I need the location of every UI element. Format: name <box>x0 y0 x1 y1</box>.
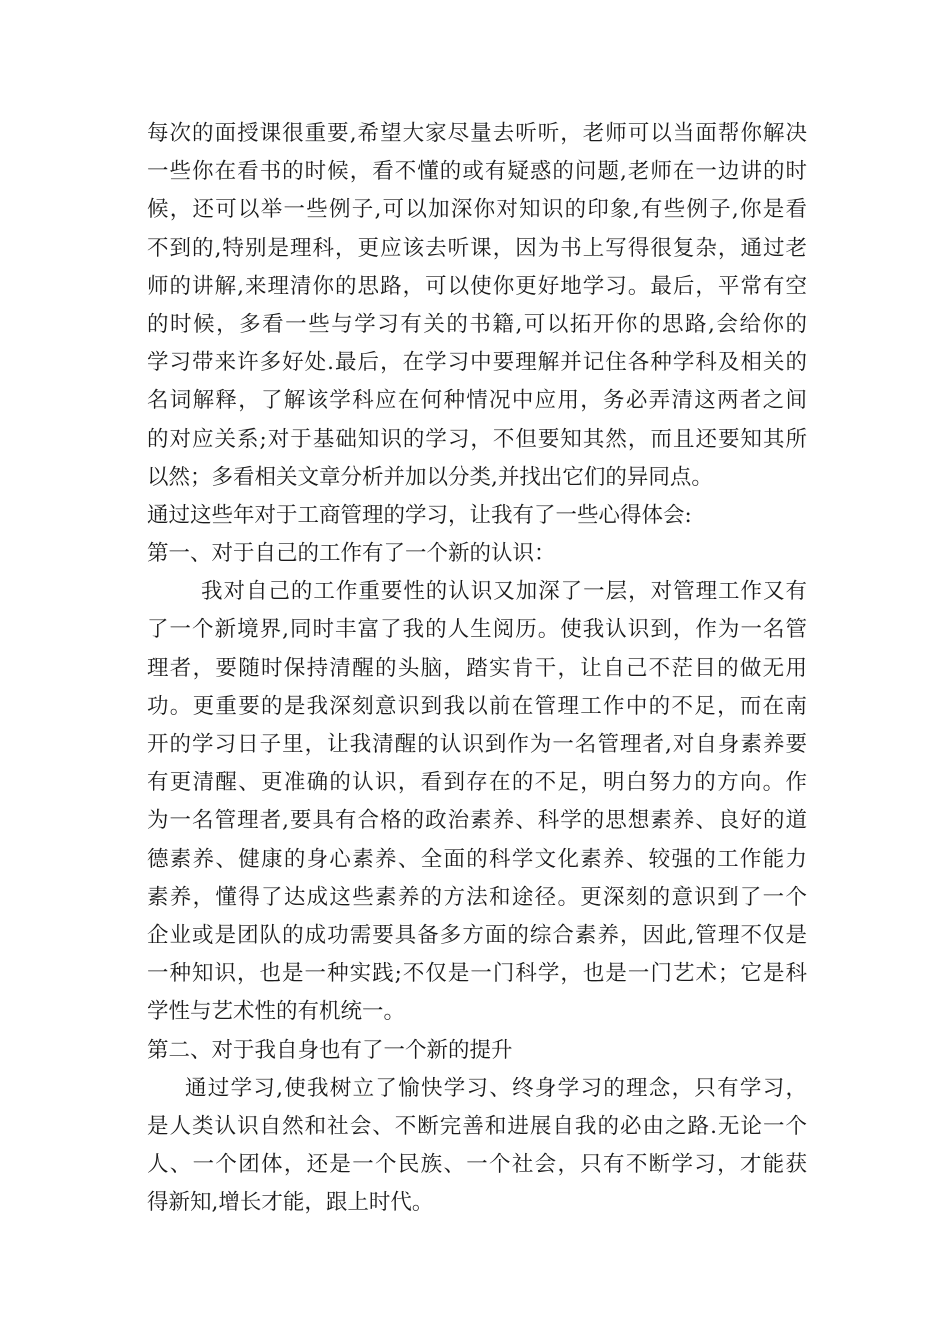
text-line: 师的讲解,来理清你的思路，可以使你更好地学习。最后，平常有空 <box>147 273 807 299</box>
text-line: 一种知识，也是一种实践;不仅是一门科学，也是一门艺术；它是科 <box>147 961 807 987</box>
text-line: 通过这些年对于工商管理的学习，让我有了一些心得体会: <box>147 502 692 528</box>
text-line: 是人类认识自然和社会、不断完善和进展自我的必由之路.无论一个 <box>147 1113 807 1139</box>
text-line: 人、一个团体，还是一个民族、一个社会，只有不断学习，才能获 <box>147 1152 807 1178</box>
text-line: 得新知,增长才能，跟上时代。 <box>147 1190 434 1216</box>
text-line: 候，还可以举一些例子,可以加深你对知识的印象,有些例子,你是看 <box>147 197 807 223</box>
text-line: 了一个新境界,同时丰富了我的人生阅历。使我认识到，作为一名管 <box>147 617 807 643</box>
text-line: 学性与艺术性的有机统一。 <box>147 999 406 1025</box>
text-line: 德素养、健康的身心素养、全面的科学文化素养、较强的工作能力 <box>147 846 807 872</box>
text-line: 企业或是团队的成功需要具备多方面的综合素养，因此,管理不仅是 <box>147 922 807 948</box>
document-body <box>147 115 807 1222</box>
text-line: 第一、对于自己的工作有了一个新的认识： <box>147 541 556 567</box>
text-line: 以然；多看相关文章分析并加以分类,并找出它们的异同点。 <box>147 464 713 490</box>
text-line: 有更清醒、更准确的认识，看到存在的不足，明白努力的方向。作 <box>147 770 807 796</box>
text-line: 我对自己的工作重要性的认识又加深了一层，对管理工作又有 <box>201 579 807 605</box>
text-line: 功。更重要的是我深刻意识到我以前在管理工作中的不足，而在南 <box>147 693 807 719</box>
text-line: 每次的面授课很重要,希望大家尽量去听听，老师可以当面帮你解决 <box>147 121 807 146</box>
text-line: 一些你在看书的时候，看不懂的或有疑惑的问题,老师在一边讲的时 <box>147 159 807 185</box>
text-line: 的对应关系;对于基础知识的学习，不但要知其然，而且还要知其所 <box>147 426 807 452</box>
text-line: 为一名管理者,要具有合格的政治素养、科学的思想素养、良好的道 <box>147 808 807 834</box>
text-line: 通过学习,使我树立了愉快学习、终身学习的理念，只有学习， <box>185 1075 807 1101</box>
text-line: 不到的,特别是理科，更应该去听课，因为书上写得很复杂，通过老 <box>147 235 807 261</box>
text-line: 第二、对于我自身也有了一个新的提升 <box>147 1037 513 1063</box>
text-line: 学习带来许多好处.最后，在学习中要理解并记住各种学科及相关的 <box>147 350 807 376</box>
text-line: 的时候，多看一些与学习有关的书籍,可以拓开你的思路,会给你的 <box>147 311 807 337</box>
text-line: 理者，要随时保持清醒的头脑，踏实肯干，让自己不茫目的做无用 <box>147 655 807 681</box>
text-line: 名词解释，了解该学科应在何种情况中应用，务必弄清这两者之间 <box>147 388 807 414</box>
text-line: 素养，懂得了达成这些素养的方法和途径。更深刻的意识到了一个 <box>147 884 807 910</box>
text-line: 开的学习日子里，让我清醒的认识到作为一名管理者,对自身素养要 <box>147 732 807 757</box>
